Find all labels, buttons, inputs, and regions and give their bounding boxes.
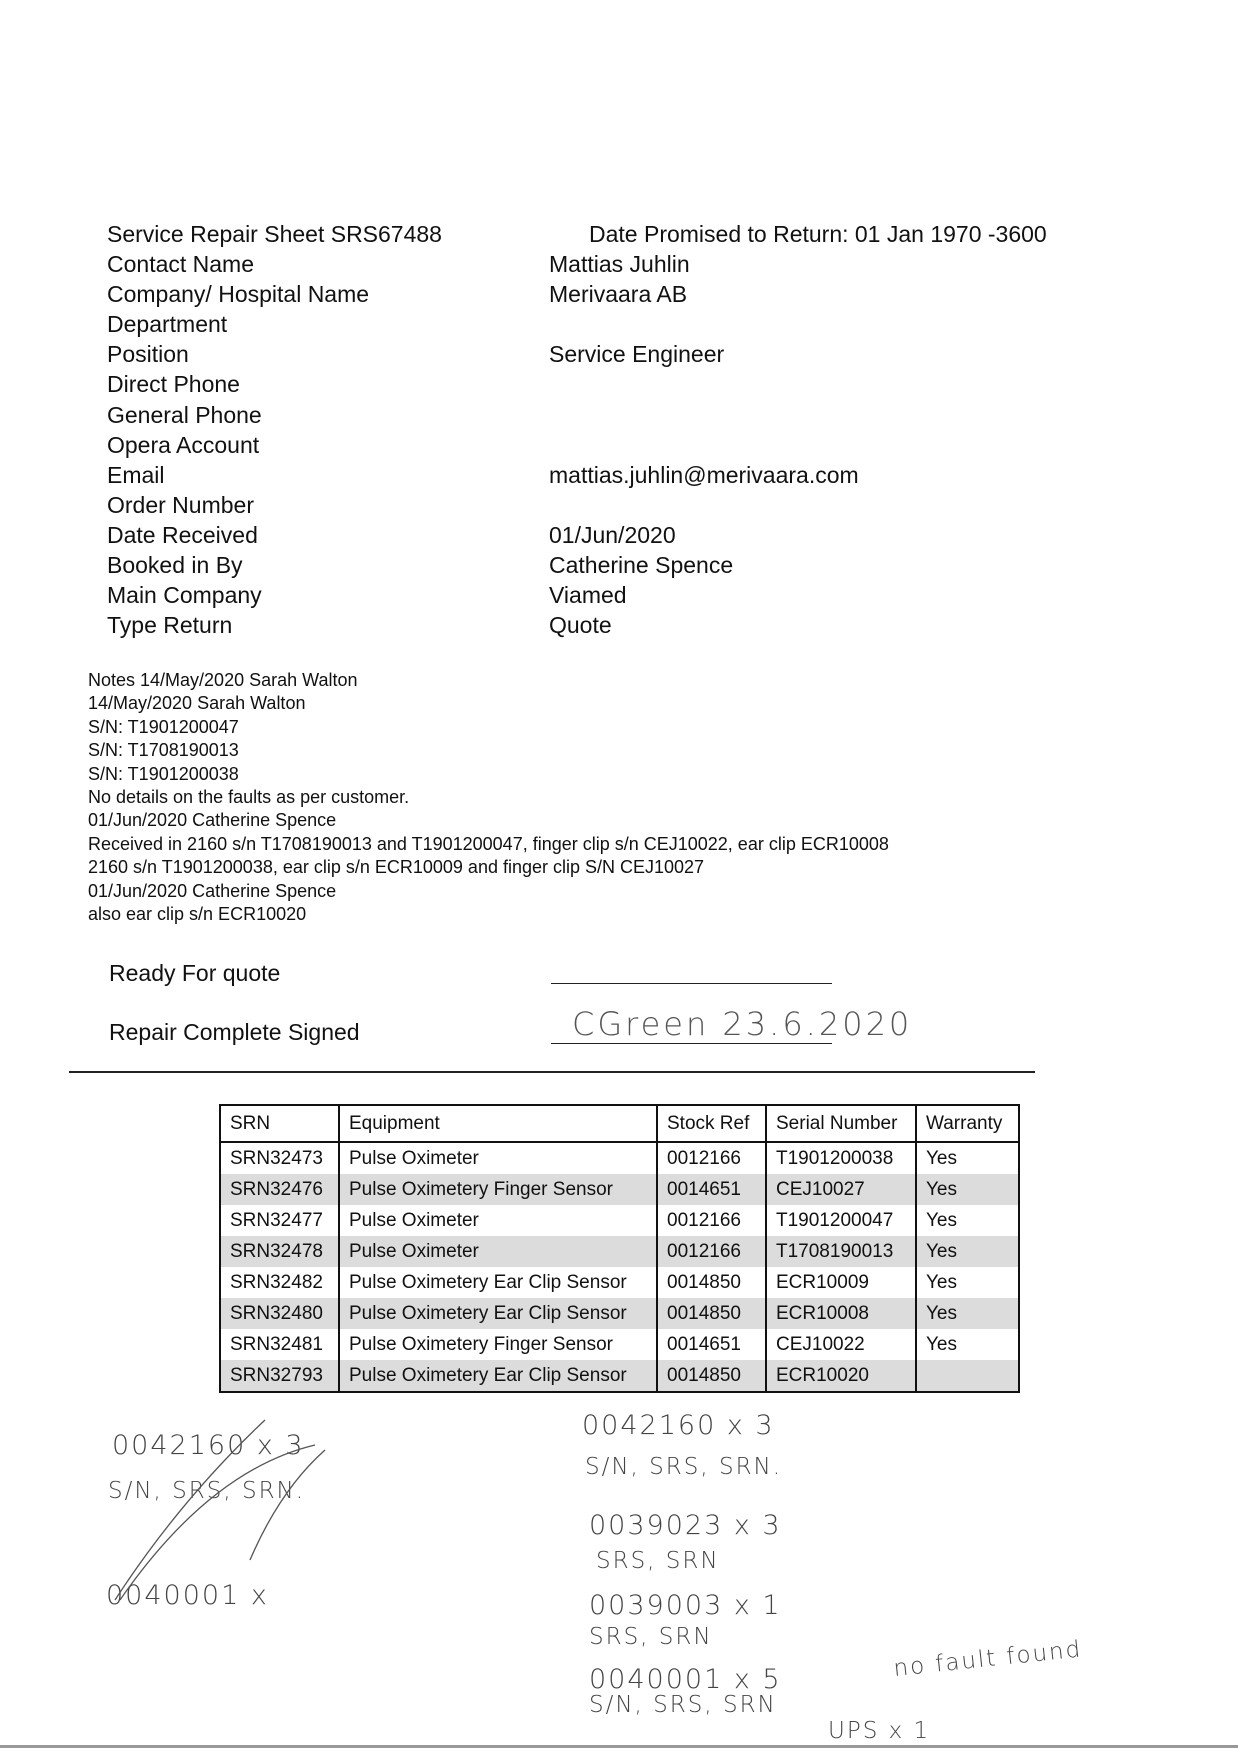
table-cell: T1901200047 [766, 1205, 916, 1236]
table-cell [916, 1360, 1019, 1392]
table-row [220, 1329, 1019, 1360]
note-line: 01/Jun/2020 Catherine Spence [88, 810, 337, 831]
table-cell: Pulse Oximetery Finger Sensor [339, 1329, 657, 1360]
table-row [220, 1142, 1019, 1174]
table-cell: T1708190013 [766, 1236, 916, 1267]
table-cell: ECR10009 [766, 1267, 916, 1298]
table-cell: 0012166 [657, 1142, 766, 1174]
table-cell: ECR10020 [766, 1360, 916, 1392]
equipment-table [219, 1104, 1020, 1393]
handwritten-right-line-1: 0042160 x 3 [582, 1410, 775, 1441]
handwritten-right-line-5: 0039003 x 1 [589, 1590, 782, 1621]
column-header: Stock Ref [657, 1105, 766, 1142]
table-cell: 0014651 [657, 1174, 766, 1205]
field-label: Type Return [107, 612, 233, 639]
field-label: Position [107, 341, 189, 368]
handwritten-right-line-2: S/N, SRS, SRN. [585, 1454, 783, 1480]
handwritten-right-line-4: SRS, SRN [596, 1548, 720, 1574]
handwritten-right-line-9: UPS x 1 [828, 1718, 931, 1744]
ready-for-quote-signature-line [551, 983, 832, 984]
note-line: Received in 2160 s/n T1708190013 and T1901200047, finger clip s/n CEJ10022, ear clip ECR10008 [88, 833, 889, 854]
table-cell: 0012166 [657, 1205, 766, 1236]
repair-complete-label: Repair Complete Signed [109, 1019, 360, 1045]
table-row [220, 1298, 1019, 1329]
table-cell: Pulse Oximetery Finger Sensor [339, 1174, 657, 1205]
notes-section [88, 669, 889, 926]
table-cell: CEJ10027 [766, 1174, 916, 1205]
field-label: Main Company [107, 582, 262, 609]
note-line: Notes 14/May/2020 Sarah Walton [88, 670, 358, 690]
handwritten-left-line-2: S/N, SRS, SRN. [108, 1478, 306, 1504]
sheet-title: Service Repair Sheet SRS67488 [107, 221, 442, 247]
table-cell: Yes [916, 1205, 1019, 1236]
note-line: 2160 s/n T1901200038, ear clip s/n ECR10009 and finger clip S/N CEJ10027 [88, 857, 705, 878]
table-cell: Yes [916, 1298, 1019, 1329]
table-cell: Pulse Oximetery Ear Clip Sensor [339, 1298, 657, 1329]
field-label: Booked in By [107, 552, 243, 578]
note-line: also ear clip s/n ECR10020 [88, 904, 307, 925]
field-label: General Phone [107, 401, 262, 428]
field-label: Direct Phone [107, 371, 240, 398]
field-label: Order Number [107, 491, 254, 518]
field-label: Opera Account [107, 431, 260, 458]
table-cell: SRN32793 [220, 1360, 339, 1392]
table-cell: 0014850 [657, 1360, 766, 1392]
field-value: Merivaara AB [549, 281, 688, 308]
table-cell: Pulse Oximeter [339, 1205, 657, 1236]
field-value: Quote [549, 612, 612, 639]
table-row [220, 1360, 1019, 1392]
note-line: 01/Jun/2020 Catherine Spence [88, 880, 337, 901]
field-value: Mattias Juhlin [549, 251, 690, 277]
table-cell: Pulse Oximetery Ear Clip Sensor [339, 1360, 657, 1392]
repair-complete-signature: CGreen 23.6.2020 [572, 1005, 913, 1043]
table-cell: SRN32481 [220, 1329, 339, 1360]
field-value: 01/Jun/2020 [549, 521, 676, 548]
note-line: S/N: T1901200047 [88, 716, 239, 737]
table-cell: 0014651 [657, 1329, 766, 1360]
table-cell: Yes [916, 1267, 1019, 1298]
page-bottom-edge [0, 1745, 1238, 1748]
column-header: Warranty [916, 1105, 1019, 1142]
table-cell: SRN32473 [220, 1142, 339, 1174]
handwritten-strike-marks [100, 1410, 360, 1610]
table-cell: Yes [916, 1236, 1019, 1267]
column-header: Equipment [339, 1105, 657, 1142]
table-cell: 0014850 [657, 1298, 766, 1329]
divider [69, 1071, 1035, 1073]
field-label: Date Received [107, 521, 258, 548]
field-label: Contact Name [107, 251, 255, 277]
column-header: SRN [220, 1105, 339, 1142]
table-row [220, 1174, 1019, 1205]
repair-complete-signature-line [551, 1043, 832, 1044]
handwritten-right-line-3: 0039023 x 3 [589, 1510, 782, 1541]
field-value: Catherine Spence [549, 552, 734, 578]
table-cell: SRN32476 [220, 1174, 339, 1205]
ready-for-quote-label: Ready For quote [109, 960, 281, 986]
table-cell: SRN32478 [220, 1236, 339, 1267]
note-line: S/N: T1708190013 [88, 740, 239, 761]
table-row [220, 1205, 1019, 1236]
table-cell: Pulse Oximeter [339, 1236, 657, 1267]
handwritten-right-line-7: 0040001 x 5 [589, 1664, 782, 1695]
field-label: Company/ Hospital Name [107, 281, 370, 308]
table-row [220, 1267, 1019, 1298]
table-header-row [220, 1105, 1019, 1142]
table-cell: Yes [916, 1329, 1019, 1360]
table-cell: Yes [916, 1174, 1019, 1205]
field-label: Department [107, 311, 228, 338]
handwritten-right-line-6: SRS, SRN [589, 1624, 713, 1650]
note-line: 14/May/2020 Sarah Walton [88, 693, 306, 714]
column-header: Serial Number [766, 1105, 916, 1142]
table-cell: SRN32480 [220, 1298, 339, 1329]
table-cell: Yes [916, 1142, 1019, 1174]
table-cell: SRN32477 [220, 1205, 339, 1236]
table-cell: SRN32482 [220, 1267, 339, 1298]
note-line: S/N: T1901200038 [88, 763, 239, 784]
handwritten-no-fault-found: no fault found [892, 1636, 1084, 1682]
field-label: Email [107, 461, 165, 488]
handwritten-left-line-3: 0040001 x [106, 1580, 269, 1611]
field-value: Service Engineer [549, 341, 725, 368]
table-cell: T1901200038 [766, 1142, 916, 1174]
handwritten-right-line-8: S/N, SRS, SRN [589, 1692, 777, 1718]
table-row [220, 1236, 1019, 1267]
table-cell: Pulse Oximetery Ear Clip Sensor [339, 1267, 657, 1298]
field-value: Viamed [549, 582, 627, 609]
note-line: No details on the faults as per customer. [88, 787, 410, 808]
field-value: mattias.juhlin@merivaara.com [549, 461, 859, 488]
table-cell: Pulse Oximeter [339, 1142, 657, 1174]
table-cell: CEJ10022 [766, 1329, 916, 1360]
handwritten-left-line-1: 0042160 x 3 [112, 1430, 305, 1461]
table-cell: 0014850 [657, 1267, 766, 1298]
date-promised: Date Promised to Return: 01 Jan 1970 -3600 [589, 221, 1047, 247]
table-cell: 0012166 [657, 1236, 766, 1267]
table-cell: ECR10008 [766, 1298, 916, 1329]
